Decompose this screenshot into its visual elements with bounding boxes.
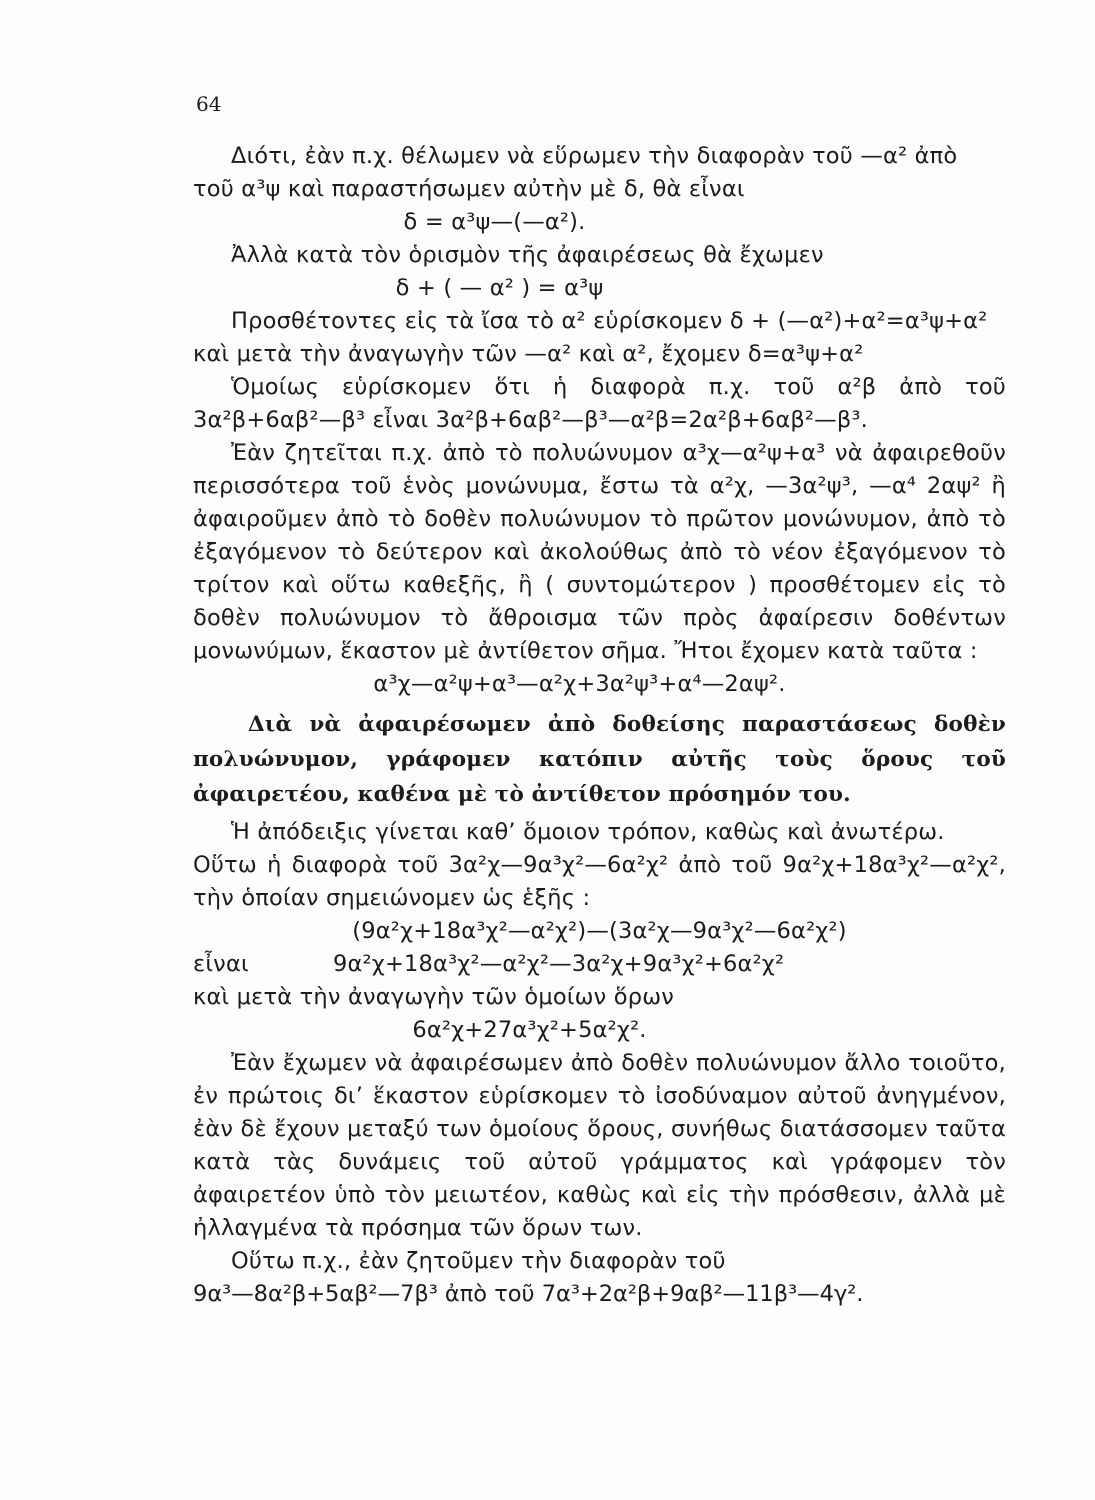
equation-5-row [193, 948, 1006, 981]
page-number: 64 [196, 92, 222, 116]
equation-2: δ + ( — α² ) = α³ψ [395, 275, 604, 301]
paragraph-3-line-2: καὶ μετὰ τὴν ἀναγωγὴν τῶν —α² καὶ α², ἔχομεν δ=α³ψ+α² [193, 341, 864, 367]
paragraph-8: Ἐὰν ἔχωμεν νὰ ἀφαιρέσωμεν ἀπὸ δοθὲν πολυώνυμον ἄλλο τοιοῦτο, ἐν πρώτοις δι’ ἕκαστον εὑρίσκομεν τὸ ἰσοδύναμον αὐτοῦ ἀνηγμένον, ἐὰν δὲ ἔχουν μεταξύ των ὁμοίους ὅρους, συνήθως διατάσσομεν ταῦτα κατὰ τὰς δυνάμεις τοῦ αὐτοῦ γράμματος καὶ γράφομεν τὸν ἀφαιρετέον ὑπὸ τὸν μειωτέον, καθὼς καὶ εἰς τὴν πρόσθεσιν, ἀλλὰ μὲ ἠλλαγμένα τὰ πρόσημα τῶν ὅρων των. [193, 1050, 1006, 1241]
paragraph-3-line-1: Προσθέτοντες εἰς τὰ ἴσα τὸ α² εὑρίσκομεν δ + (—α²)+α²=α³ψ+α² [231, 308, 988, 334]
paragraph-4-line-1: Ὁμοίως εὑρίσκομεν ὅτι ἡ διαφορὰ π.χ. τοῦ α²β ἀπὸ τοῦ [231, 374, 1006, 400]
equation-7: 9α³—8α²β+5αβ²—7β³ ἀπὸ τοῦ 7α³+2α²β+9αβ²—11β³—4γ². [193, 1281, 864, 1307]
paragraph-9: Οὕτω π.χ., ἐὰν ζητοῦμεν τὴν διαφορὰν τοῦ [231, 1248, 726, 1274]
paragraph-6-line-2: Οὕτω ἡ διαφορὰ τοῦ 3α²χ—9α³χ²—6α²χ² ἀπὸ τοῦ 9α²χ+18α³χ²—α²χ², τὴν ὁποίαν σημειώνομεν ὡς ἑξῆς : [193, 852, 1006, 911]
paragraph-7: καὶ μετὰ τὴν ἀναγωγὴν τῶν ὁμοίων ὅρων [193, 984, 675, 1010]
equation-5: 9α²χ+18α³χ²—α²χ²—3α²χ+9α³χ²+6α²χ² [333, 951, 785, 977]
page-body [193, 140, 1006, 1311]
paragraph-6-line-1: Ἡ ἀπόδειξις γίνεται καθ’ ὅμοιον τρόπον, καθὼς καὶ ἀνωτέρω. [231, 819, 945, 845]
paragraph-4-line-2: 3α²β+6αβ²—β³ εἶναι 3α²β+6αβ²—β³—α²β=2α²β+6αβ²—β³. [193, 407, 868, 433]
equation-5-label: εἶναι [193, 951, 249, 977]
paragraph-1-line-1: Διότι, ἐὰν π.χ. θέλωμεν νὰ εὕρωμεν τὴν διαφορὰν τοῦ —α² ἀπὸ [231, 143, 958, 169]
equation-1: δ = α³ψ—(—α²). [403, 209, 586, 235]
equation-4: (9α²χ+18α³χ²—α²χ²)—(3α²χ—9α³χ²—6α²χ²) [352, 918, 847, 944]
paragraph-5: Ἐὰν ζητεῖται π.χ. ἀπὸ τὸ πολυώνυμον α³χ—α²ψ+α³ νὰ ἀφαιρεθοῦν περισσότερα τοῦ ἑνὸς μονώνυμα, ἔστω τὰ α²χ, —3α²ψ³, —α⁴ 2αψ² ἢ ἀφαιροῦμεν ἀπὸ τὸ δοθὲν πολυώνυμον τὸ πρῶτον μονώνυμον, ἀπὸ τὸ ἐξαγόμενον τὸ δεύτερον καὶ ἀκολούθως ἀπὸ τὸ νέον ἐξαγόμενον τὸ τρίτον καὶ οὕτω καθεξῆς, ἢ ( συντομώτερον ) προσθέτομεν εἰς τὸ δοθὲν πολυώνυμον τὸ ἄθροισμα τῶν πρὸς ἀφαίρεσιν δοθέντων μονωνύμων, ἕκαστον μὲ ἀντίθετον σῆμα. Ἤτοι ἔχομεν κατὰ ταῦτα : [193, 440, 1006, 664]
equation-6: 6α²χ+27α³χ²+5α²χ². [412, 1017, 647, 1043]
paragraph-2: Ἀλλὰ κατὰ τὸν ὁρισμὸν τῆς ἀφαιρέσεως θὰ ἔχωμεν [231, 242, 824, 268]
paragraph-1-line-2: τοῦ α³ψ καὶ παραστήσωμεν αὐτὴν μὲ δ, θὰ εἶναι [193, 176, 745, 202]
rule-statement: Διὰ νὰ ἀφαιρέσωμεν ἀπὸ δοθείσης παραστάσεως δοθὲν πολυώνυμον, γράφομεν κατόπιν αὐτῆς τοὺς ὅρους τοῦ ἀφαιρετέου, καθένα μὲ τὸ ἀντίθετον πρόσημόν του. [193, 712, 1006, 807]
equation-3: α³χ—α²ψ+α³—α²χ+3α²ψ³+α⁴—2αψ². [373, 671, 786, 697]
